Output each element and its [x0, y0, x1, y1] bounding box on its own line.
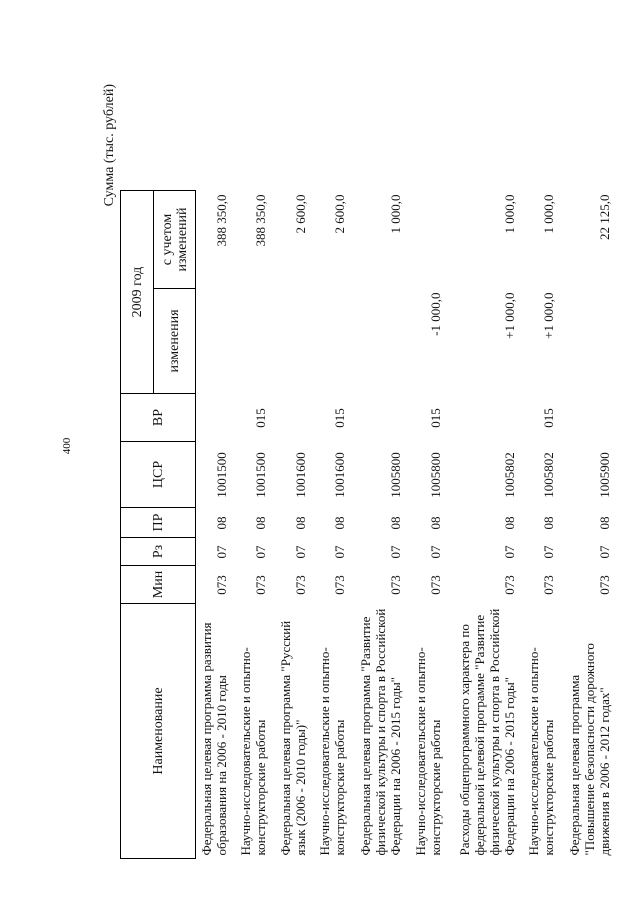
row-total: 2 600,0 — [331, 194, 347, 234]
header-with-changes: с учетом изменений — [154, 191, 196, 289]
row-rz: 07 — [540, 545, 556, 559]
row-total — [406, 191, 446, 289]
row-name: Научно-исследовательские и опытно-конструкторские работы — [237, 647, 268, 856]
row-csr: 1001500 — [252, 452, 268, 498]
row-min: 073 — [501, 575, 517, 595]
header-changes: изменения — [154, 289, 196, 394]
table-row — [446, 191, 520, 859]
row-total: 388 350,0 — [252, 194, 268, 247]
row-min: 073 — [596, 575, 612, 595]
row-pr: 08 — [501, 516, 517, 530]
row-change — [350, 289, 406, 394]
header-name: Наименование — [121, 604, 196, 859]
table-row — [271, 191, 311, 859]
row-csr: 1001600 — [292, 452, 308, 498]
row-rz: 07 — [427, 545, 443, 559]
header-rz: Рз — [121, 538, 196, 566]
row-csr: 1005900 — [596, 452, 612, 498]
row-min: 073 — [387, 575, 403, 595]
row-name: Федеральная целевая программа развития образования на 2006 - 2010 годы — [198, 622, 229, 856]
row-vr — [196, 394, 232, 442]
row-vr: 015 — [540, 408, 556, 428]
row-vr: 015 — [331, 408, 347, 428]
row-vr — [271, 394, 311, 442]
row-total: 22 125,0 — [596, 194, 612, 240]
row-name: Федеральная целевая программа "Повышение безопасности дорожного движения в 2006 - 2012 годах" — [566, 643, 612, 856]
row-min: 073 — [331, 575, 347, 595]
row-total: 2 600,0 — [292, 194, 308, 234]
row-csr: 1005800 — [387, 452, 403, 498]
header-pr: ПР — [121, 508, 196, 538]
row-vr — [446, 394, 520, 442]
row-rz: 07 — [331, 545, 347, 559]
row-rz: 07 — [387, 545, 403, 559]
row-change — [196, 289, 232, 394]
row-change — [232, 289, 271, 394]
row-change — [559, 289, 615, 394]
row-vr — [350, 394, 406, 442]
table-row — [196, 191, 232, 859]
row-min: 073 — [252, 575, 268, 595]
row-csr: 1005802 — [540, 452, 556, 498]
table-row — [559, 191, 615, 859]
row-min: 073 — [213, 575, 229, 595]
row-pr: 08 — [252, 516, 268, 530]
rotated-page — [100, 80, 625, 875]
row-min: 073 — [292, 575, 308, 595]
row-pr: 08 — [387, 516, 403, 530]
table-row — [406, 191, 446, 859]
row-csr: 1001600 — [331, 452, 347, 498]
row-total: 1 000,0 — [501, 194, 517, 234]
row-rz: 07 — [252, 545, 268, 559]
row-name: Федеральная целевая программа "Развитие физической культуры и спорта в Российской Федерации на 2006 - 2015 годы" — [357, 608, 403, 856]
row-name: Федеральная целевая программа "Русский язык (2006 - 2010 годы)" — [277, 620, 308, 856]
row-change: +1 000,0 — [540, 292, 556, 339]
row-name: Научно-исследовательские и опытно-конструкторские работы — [412, 647, 443, 856]
row-change — [311, 289, 350, 394]
row-rz: 07 — [596, 545, 612, 559]
budget-table — [120, 190, 615, 859]
row-name: Научно-исследовательские и опытно-конструкторские работы — [316, 647, 347, 856]
row-name: Расходы общепрограммного характера по федеральной целевой программе "Развитие физической культуры и спорта в Российской Федерации на 2006 - 2015 годы" — [456, 608, 517, 856]
header-year: 2009 год — [121, 191, 154, 394]
unit-note: Сумма (тыс. рублей) — [102, 84, 117, 207]
row-rz: 07 — [501, 545, 517, 559]
row-vr — [559, 394, 615, 442]
row-vr: 015 — [427, 408, 443, 428]
row-vr: 015 — [252, 408, 268, 428]
row-change: +1 000,0 — [501, 292, 517, 339]
row-name: Научно-исследовательские и опытно-конструкторские работы — [525, 647, 556, 856]
table-row — [520, 191, 559, 859]
row-change: -1 000,0 — [427, 292, 443, 336]
row-pr: 08 — [292, 516, 308, 530]
table-row — [232, 191, 271, 859]
row-min: 073 — [540, 575, 556, 595]
row-total: 388 350,0 — [213, 194, 229, 247]
row-pr: 08 — [213, 516, 229, 530]
row-min: 073 — [427, 575, 443, 595]
row-csr: 1001500 — [213, 452, 229, 498]
table-header — [121, 191, 196, 859]
row-total: 1 000,0 — [540, 194, 556, 234]
row-rz: 07 — [292, 545, 308, 559]
row-pr: 08 — [540, 516, 556, 530]
table-row — [311, 191, 350, 859]
row-pr: 08 — [331, 516, 347, 530]
table-row — [350, 191, 406, 859]
header-min: Мин — [121, 566, 196, 604]
header-vr: ВР — [121, 394, 196, 442]
row-csr: 1005802 — [501, 452, 517, 498]
row-pr: 08 — [427, 516, 443, 530]
row-rz: 07 — [213, 545, 229, 559]
page-number: 400 — [61, 437, 73, 455]
row-pr: 08 — [596, 516, 612, 530]
row-csr: 1005800 — [427, 452, 443, 498]
row-total: 1 000,0 — [387, 194, 403, 234]
header-csr: ЦСР — [121, 442, 196, 508]
row-change — [271, 289, 311, 394]
